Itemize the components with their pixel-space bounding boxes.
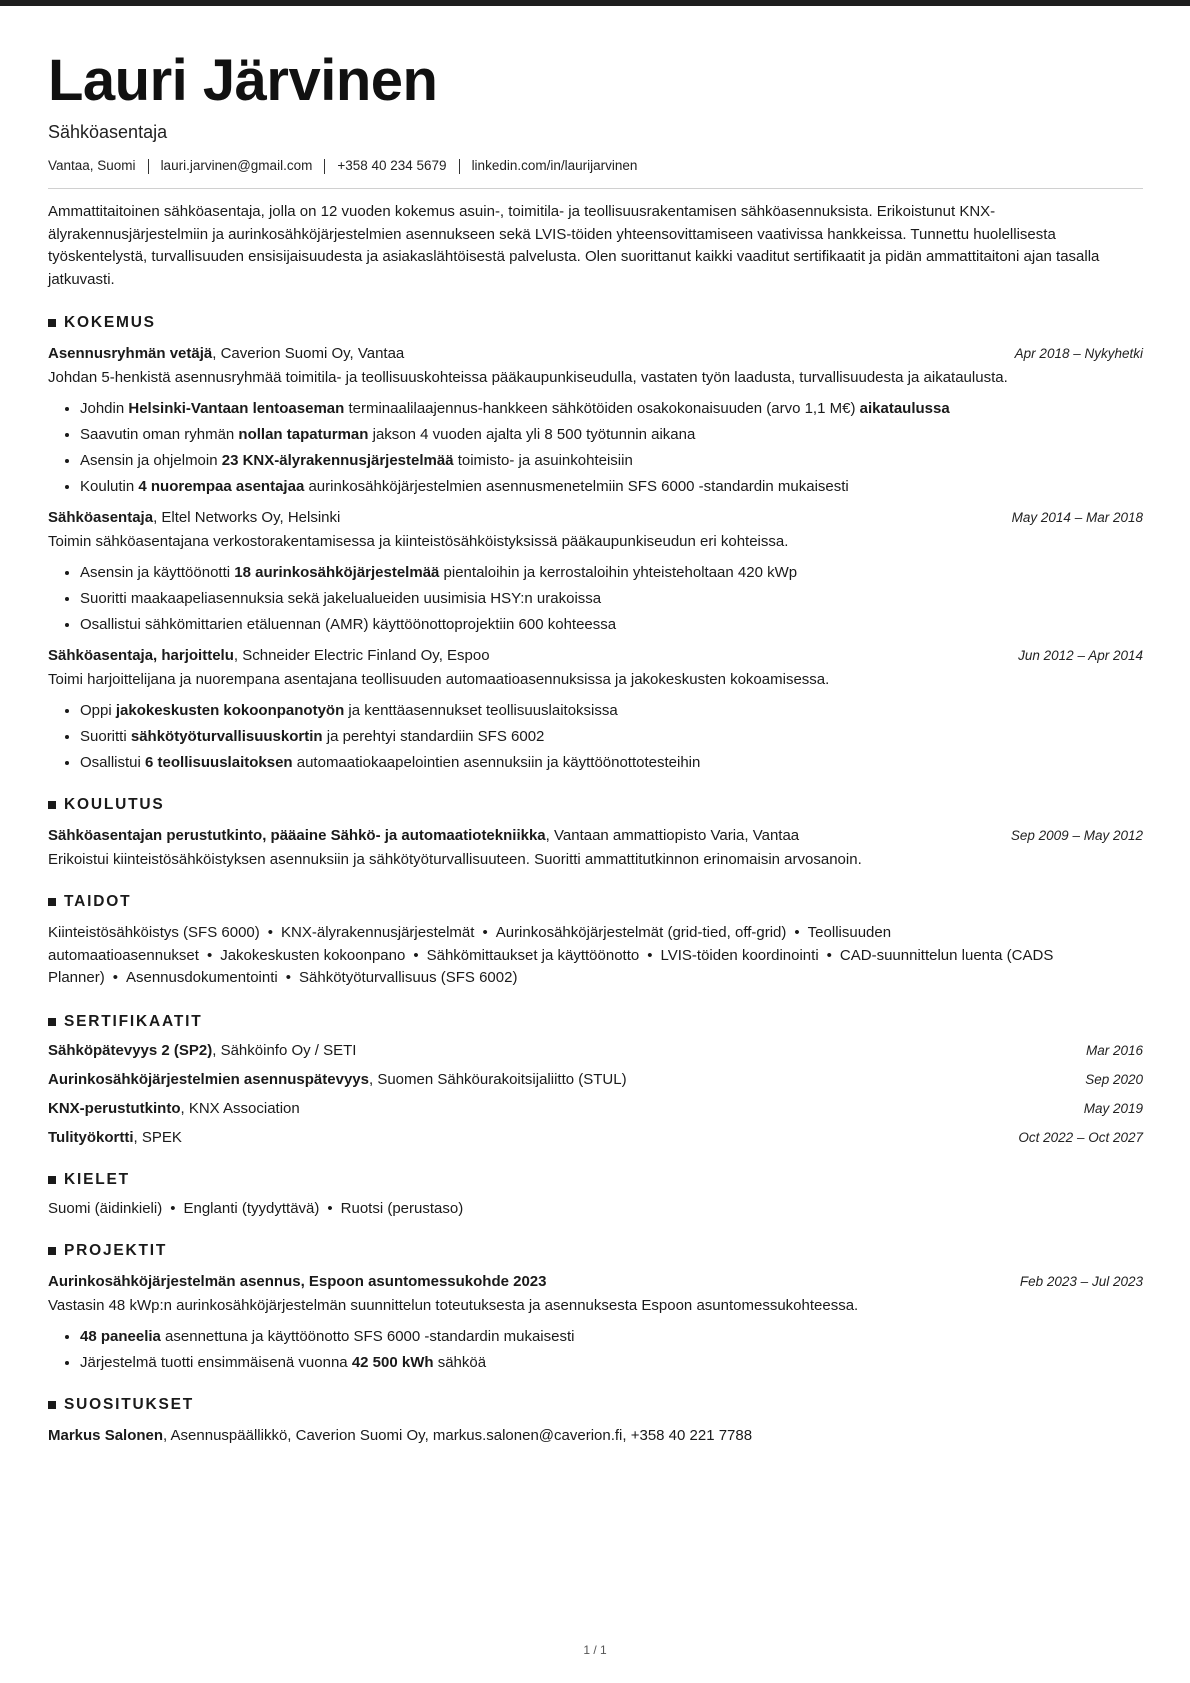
bullet-text: aurinkosähköjärjestelmien asennusmenetelmiin SFS 6000 -standardin mukaisesti (304, 478, 849, 495)
bullet-text: ja perehtyi standardiin SFS 6002 (322, 728, 545, 745)
section-square-icon (48, 1018, 56, 1026)
bullet-text: Saavutin oman ryhmän (80, 426, 239, 443)
projects-list (48, 1271, 1143, 1373)
language-item: Suomi (äidinkieli) (48, 1199, 163, 1217)
entry-heading (48, 343, 404, 364)
bullet-highlight: 48 paneelia (80, 1327, 161, 1345)
section-experience (48, 313, 1143, 333)
bullet-text: Oppi (80, 702, 116, 719)
certification-row (48, 1069, 1143, 1090)
bullet-dot: • (794, 924, 800, 941)
bullet-highlight: 23 KNX-älyrakennusjärjestelmää (221, 452, 454, 469)
section-title-text: TAIDOT (64, 893, 132, 910)
bullet-dot: • (647, 946, 653, 964)
certification-date: May 2019 (1083, 1100, 1143, 1116)
bullet-text: Johdin (80, 400, 129, 417)
bullet-dot: • (285, 969, 291, 986)
summary-text: Ammattitaitoinen sähköasentaja, jolla on 12 vuoden kokemus asuin-, toimitila- ja teollisuusrakentamisen sähköasennuksista. Erikoistunut KNX-älyrakennusjärjestelmiin ja aurinkosähköjärjestelmien asennukseen sekä LVIS-töiden yhteensovittamiseen vaativissa hankkeissa. Tunnettu huolellisesta työskentelystä, turvallisuuden ensisijaisuudesta ja asiakaslähtöisestä palvelusta. Olen suorittanut kaikki vaaditut sertifikaatit ja pidän ammattitaitoni ajan tasalla jatkuvasti. (48, 203, 1100, 288)
bullet-list (48, 700, 1143, 773)
bullet-text: Suoritti maakaapeliasennuksia sekä jakelualueiden uusimisia HSY:n urakoissa (80, 590, 602, 607)
section-title-text: KIELET (64, 1170, 130, 1188)
bullet-dot: • (482, 924, 488, 941)
header-divider (48, 188, 1143, 189)
bullet-text: asennettuna ja käyttöönotto SFS 6000 -standardin mukaisesti (160, 1327, 575, 1345)
entry-heading (48, 507, 340, 528)
languages-list (48, 1198, 1143, 1219)
entry-header (48, 507, 1143, 528)
bullet-dot: • (112, 969, 118, 986)
entry (48, 343, 1143, 497)
entry-heading (48, 825, 799, 846)
certification-date: Sep 2020 (1085, 1071, 1143, 1087)
contact-location: Vantaa, Suomi (48, 158, 136, 173)
entry-header (48, 1271, 1143, 1292)
bullet-text: jakson 4 vuoden ajalta yli 8 500 työtunnin aikana (368, 426, 696, 443)
bullet-text: pientaloihin ja kerrostaloihin yhteisteholtaan 420 kWp (439, 564, 798, 581)
bullet-highlight: 4 nuorempaa asentajaa (138, 478, 305, 495)
section-square-icon (48, 1247, 56, 1255)
section-square-icon (48, 319, 56, 327)
reference-name: Markus Salonen (48, 1426, 164, 1444)
skill-item: Asennusdokumentointi (125, 969, 278, 986)
bullet-item (80, 398, 1143, 419)
bullet-list (48, 1326, 1143, 1373)
entry-title: Sähköasentajan perustutkinto, pääaine Sähkö- ja automaatiotekniikka (48, 827, 546, 844)
contact-linkedin[interactable]: linkedin.com/in/laurijarvinen (471, 158, 638, 173)
section-title-text: KOULUTUS (64, 796, 165, 813)
candidate-role: Sähköasentaja (48, 122, 168, 142)
entry-organization: , Eltel Networks Oy, Helsinki (153, 509, 341, 526)
entry-date: Feb 2023 – Jul 2023 (1019, 1273, 1143, 1289)
bullet-highlight: jakokeskusten kokoonpanotyön (115, 702, 345, 719)
bullet-text: Suoritti (80, 728, 131, 745)
certification-name: KNX-perustutkinto (48, 1099, 181, 1117)
bullet-item (80, 476, 1143, 497)
entry-date: Jun 2012 – Apr 2014 (1018, 648, 1143, 663)
entry-description: Erikoistui kiinteistösähköistyksen asennuksiin ja sähkötyöturvallisuuteen. Suoritti ammattitutkinnon erinomaisin arvosanoin. (48, 851, 862, 868)
bullet-list (48, 562, 1143, 635)
entry (48, 1271, 1143, 1373)
bullet-text: toimisto- ja asuinkohteisiin (453, 452, 633, 469)
education-list (48, 825, 1143, 870)
section-square-icon (48, 1176, 56, 1184)
reference-details: , Asennuspäällikkö, Caverion Suomi Oy, markus.salonen@caverion.fi, +358 40 221 7788 (163, 1426, 753, 1444)
bullet-item (80, 588, 1143, 609)
certification-issuer: , Suomen Sähköurakoitsijaliitto (STUL) (368, 1070, 627, 1088)
entry-organization: , Vantaan ammattiopisto Varia, Vantaa (545, 827, 800, 844)
entry-title: Sähköasentaja, harjoittelu (48, 647, 234, 664)
entry-date: Apr 2018 – Nykyhetki (1014, 346, 1143, 361)
contact-phone[interactable]: +358 40 234 5679 (337, 158, 447, 173)
skill-item: Jakokeskusten kokoonpano (220, 946, 406, 964)
certification-heading (48, 1098, 300, 1119)
entry-description: Toimin sähköasentajana verkostorakentamisessa ja kiinteistösähköistyksissä pääkaupunkiseudun eri kohteissa. (48, 533, 789, 550)
certification-row (48, 1127, 1143, 1148)
certification-heading (48, 1127, 182, 1148)
entry-description: Johdan 5-henkistä asennusryhmää toimitila- ja teollisuuskohteissa pääkaupunkiseudulla, vastaten työn laadusta, turvallisuudesta ja aikataulusta. (48, 369, 1008, 386)
bullet-text: terminaalilaajennus-hankkeen sähkötöiden osakokonaisuuden (arvo 1,1 M€) (344, 400, 860, 417)
bullet-item (80, 700, 1143, 721)
bullet-item (80, 450, 1143, 471)
bullet-item (80, 1352, 1143, 1373)
bullet-highlight: 42 500 kWh (351, 1353, 434, 1371)
certification-heading (48, 1069, 627, 1090)
entry (48, 825, 1143, 870)
bullet-item (80, 614, 1143, 635)
bullet-dot: • (170, 1199, 176, 1217)
bullet-text: sähköä (433, 1353, 487, 1371)
certification-issuer: , Sähköinfo Oy / SETI (212, 1041, 357, 1059)
bullet-item (80, 752, 1143, 773)
bullet-highlight: sähkötyöturvallisuuskortin (130, 728, 323, 745)
certification-issuer: , SPEK (133, 1128, 182, 1146)
skill-item: CAD-suunnittelun luenta (CADS Planner) (48, 946, 1054, 986)
bullet-dot: • (206, 946, 213, 964)
entry-description: Toimi harjoittelijana ja nuorempana asentajana teollisuuden automaatioasennuksissa ja jakokeskusten kokoamisessa. (48, 671, 830, 688)
certification-date: Oct 2022 – Oct 2027 (1018, 1129, 1143, 1145)
section-skills (48, 892, 1143, 912)
certification-name: Aurinkosähköjärjestelmien asennuspätevyys (48, 1070, 369, 1088)
bullet-item (80, 562, 1143, 583)
section-education (48, 795, 1143, 815)
experience-list (48, 343, 1143, 773)
skill-item: KNX-älyrakennusjärjestelmät (281, 924, 475, 941)
entry-organization: , Caverion Suomi Oy, Vantaa (212, 345, 405, 362)
candidate-name: Lauri Järvinen (48, 48, 438, 113)
section-references (48, 1395, 1143, 1415)
language-item: Englanti (tyydyttävä) (183, 1199, 320, 1217)
bullet-item (80, 1326, 1143, 1347)
bullet-text: Osallistui sähkömittarien etäluennan (AMR) käyttöönottoprojektiin 600 kohteessa (80, 616, 617, 633)
section-certifications (48, 1012, 1143, 1032)
bullet-dot: • (327, 1199, 333, 1217)
bullet-dot: • (267, 924, 274, 941)
bullet-highlight: Helsinki-Vantaan lentoaseman (128, 400, 345, 417)
section-square-icon (48, 898, 56, 906)
certification-issuer: , KNX Association (180, 1099, 300, 1117)
entry-header (48, 343, 1143, 364)
entry-description: Vastasin 48 kWp:n aurinkosähköjärjestelmän suunnittelun toteutuksesta ja asennuksesta Espoon asuntomessukohteessa. (48, 1296, 859, 1314)
bullet-item (80, 424, 1143, 445)
section-languages (48, 1170, 1143, 1190)
entry-title: Sähköasentaja (48, 509, 154, 526)
resume-page (48, 48, 1143, 1446)
bullet-text: Asensin ja käyttöönotti (80, 564, 235, 581)
section-title-text: SUOSITUKSET (64, 1395, 195, 1413)
entry-header (48, 645, 1143, 666)
entry-date: May 2014 – Mar 2018 (1011, 510, 1143, 525)
section-title-text: KOKEMUS (64, 314, 156, 331)
language-item: Ruotsi (perustaso) (340, 1199, 464, 1217)
section-projects (48, 1241, 1143, 1261)
bullet-list (48, 398, 1143, 497)
skill-item: Sähkömittaukset ja käyttöönotto (426, 946, 640, 964)
section-square-icon (48, 801, 56, 809)
entry (48, 645, 1143, 773)
skill-item: LVIS-töiden koordinointi (660, 946, 819, 964)
bullet-dot: • (413, 946, 419, 964)
reference-entry (48, 1425, 1143, 1446)
certifications-list (48, 1040, 1143, 1148)
entry-heading (48, 1271, 547, 1292)
bullet-highlight: 18 aurinkosähköjärjestelmää (234, 564, 440, 581)
entry-date: Sep 2009 – May 2012 (1010, 828, 1143, 843)
entry-title: Asennusryhmän vetäjä (48, 345, 213, 362)
bullet-highlight: 6 teollisuuslaitoksen (145, 754, 293, 771)
skill-item: Kiinteistösähköistys (SFS 6000) (48, 924, 260, 941)
bullet-item (80, 726, 1143, 747)
certification-date: Mar 2016 (1085, 1042, 1143, 1058)
section-title-text: SERTIFIKAATIT (64, 1012, 203, 1030)
entry-header (48, 825, 1143, 846)
bullet-highlight: aikataulussa (859, 400, 950, 417)
bullet-text: Koulutin (80, 478, 139, 495)
certification-heading (48, 1040, 356, 1061)
entry-organization: , Schneider Electric Finland Oy, Espoo (233, 647, 490, 664)
certification-row (48, 1040, 1143, 1061)
skill-item: Aurinkosähköjärjestelmät (grid-tied, off-grid) (495, 924, 787, 941)
bullet-highlight: nollan tapaturman (238, 426, 369, 443)
entry-title: Aurinkosähköjärjestelmän asennus, Espoon asuntomessukohde 2023 (48, 1272, 547, 1290)
bullet-dot: • (826, 946, 832, 964)
section-square-icon (48, 1401, 56, 1409)
bullet-text: automaatiokaapelointien asennuksiin ja käyttöönottotesteihin (292, 754, 701, 771)
contact-email[interactable]: lauri.jarvinen@gmail.com (160, 158, 313, 173)
contact-separator (148, 159, 149, 174)
bullet-text: Järjestelmä tuotti ensimmäisenä vuonna (80, 1353, 352, 1371)
skill-item: Teollisuuden automaatioasennukset (48, 924, 892, 964)
contact-line (48, 156, 1143, 176)
certification-row (48, 1098, 1143, 1119)
skills-list (48, 922, 1143, 990)
bullet-text: ja kenttäasennukset teollisuuslaitoksissa (344, 702, 618, 719)
entry-heading (48, 645, 490, 666)
section-title-text: PROJEKTIT (64, 1241, 168, 1259)
entry (48, 507, 1143, 635)
top-bar (0, 0, 1190, 6)
certification-name: Sähköpätevyys 2 (SP2) (48, 1041, 213, 1059)
contact-separator (459, 159, 460, 174)
bullet-text: Osallistui (80, 754, 146, 771)
contact-separator (324, 159, 325, 174)
bullet-text: Asensin ja ohjelmoin (80, 452, 222, 469)
page-number: 1 / 1 (583, 1643, 607, 1657)
skill-item: Sähkötyöturvallisuus (SFS 6002) (299, 969, 518, 986)
certification-name: Tulityökortti (48, 1128, 134, 1146)
